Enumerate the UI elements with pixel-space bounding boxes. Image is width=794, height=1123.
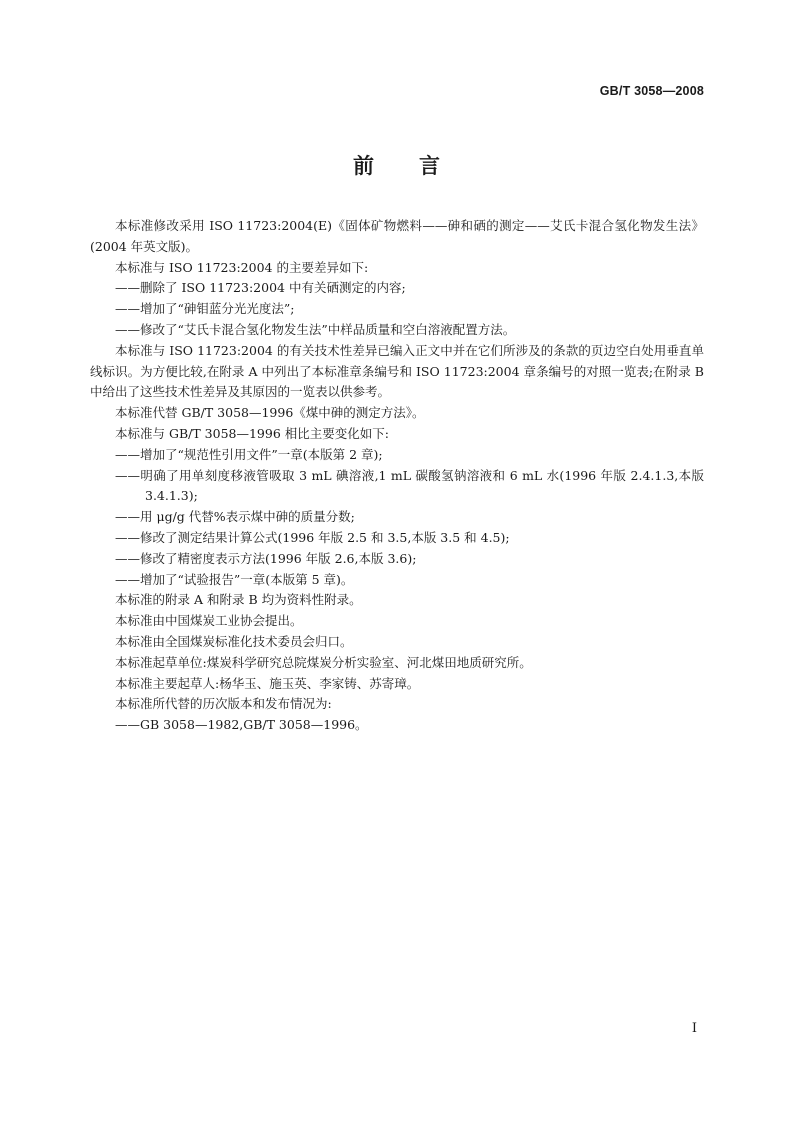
list-item: ——GB 3058—1982,GB/T 3058—1996。 bbox=[115, 717, 368, 733]
paragraph-main-changes: 本标准与 GB/T 3058—1996 相比主要变化如下: bbox=[115, 425, 389, 441]
paragraph-proposer: 本标准由中国煤炭工业协会提出。 bbox=[115, 613, 303, 629]
page-title bbox=[0, 150, 794, 180]
list-item: ——增加了“试验报告”一章(本版第 5 章)。 bbox=[115, 571, 354, 587]
paragraph-drafters: 本标准主要起草人:杨华玉、施玉英、李家铸、苏寄璋。 bbox=[115, 675, 420, 691]
paragraph-technical-differences: 本标准与 ISO 11723:2004 的有关技术性差异已编入正文中并在它们所涉及的条款的页边空白处用垂直单线标识。为方便比较,在附录 A 中列出了本标准章条编号和 ISO 11723:2004 章条编号的对照一览表;在附录 B 中给出了这些技术性差异及其原因的一览表以供参考。 bbox=[90, 342, 704, 400]
paragraph-committee: 本标准由全国煤炭标准化技术委员会归口。 bbox=[115, 633, 353, 649]
foreword-body bbox=[90, 216, 704, 736]
paragraph-main-differences: 本标准与 ISO 11723:2004 的主要差异如下: bbox=[115, 259, 369, 275]
paragraph-adoption: 本标准修改采用 ISO 11723:2004(E)《固体矿物燃料——砷和硒的测定——艾氏卡混合氢化物发生法》(2004 年英文版)。 bbox=[90, 218, 704, 254]
paragraph-drafting-units: 本标准起草单位:煤炭科学研究总院煤炭分析实验室、河北煤田地质研究所。 bbox=[115, 654, 532, 670]
list-item: ——修改了精密度表示方法(1996 年版 2.6,本版 3.6); bbox=[115, 550, 417, 566]
paragraph-replaces: 本标准代替 GB/T 3058—1996《煤中砷的测定方法》。 bbox=[115, 405, 425, 421]
page-number: I bbox=[691, 1021, 697, 1036]
title-char-1: 前 bbox=[353, 154, 375, 178]
list-item: ——增加了“砷钼蓝分光光度法”; bbox=[115, 301, 295, 317]
standard-code: GB/T 3058—2008 bbox=[599, 84, 704, 98]
list-item: ——增加了“规范性引用文件”一章(本版第 2 章); bbox=[115, 446, 383, 462]
paragraph-annexes: 本标准的附录 A 和附录 B 均为资料性附录。 bbox=[115, 592, 362, 608]
list-item: ——明确了用单刻度移液管吸取 3 mL 碘溶液,1 mL 碳酸氢钠溶液和 6 mL 水(1996 年版 2.4.1.3,本版3.4.1.3); bbox=[115, 467, 704, 504]
list-item: ——修改了测定结果计算公式(1996 年版 2.5 和 3.5,本版 3.5 和 4.5); bbox=[115, 529, 510, 545]
list-item: ——删除了 ISO 11723:2004 中有关硒测定的内容; bbox=[115, 280, 406, 296]
list-item: ——修改了“艾氏卡混合氢化物发生法”中样品质量和空白溶液配置方法。 bbox=[115, 321, 516, 337]
paragraph-previous-editions: 本标准所代替的历次版本和发布情况为: bbox=[115, 696, 332, 712]
list-item: ——用 μg/g 代替%表示煤中砷的质量分数; bbox=[115, 509, 355, 525]
title-char-2: 言 bbox=[419, 154, 441, 178]
